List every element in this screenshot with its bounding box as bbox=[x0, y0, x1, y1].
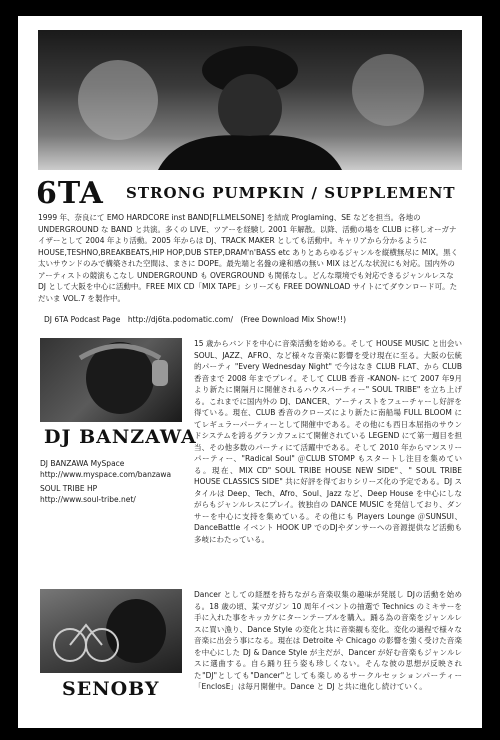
myspace-label: DJ BANZAWA MySpace bbox=[40, 459, 125, 468]
podcast-link[interactable]: DJ 6TA Podcast Page http://dj6ta.podomatic.com/ (Free Download Mix Show!!) bbox=[44, 315, 347, 324]
artist-bio-senoby: Dancer としての経歴を持ちながら音楽収集の趣味が発展し DJの活動を始める。18 歳の頃、某マガジン 10 周年イベントの抽選で Technics のミキサーを手に入れた事をキッカケにターンテーブルを購入。踊る為の音楽をジャンルレスに買い漁り、Dance Style の変化と共に音楽観も変化。変化の過程で様々な音楽に出会う事になる。現在は Detroite や Chicago の影響を強く受けた音楽を中心にした DJ & Dance Style が主だが、Dancer が好む音楽もジャンルレスに選曲する。自ら踊り狂う姿も珍しくない。そんな彼の思想が反映された"DJ"としても"Dancer"としても楽しめるサークルセッションパーティー「EnclosE」は毎月開催中。Dance と DJ と共に進化し続けていく。 bbox=[194, 590, 462, 691]
portrait-banzawa-icon bbox=[40, 338, 182, 422]
artist-photo-senoby bbox=[40, 589, 182, 673]
artist-bio-6ta: 1999 年、奈良にて EMO HARDCORE inst BAND[FLLMELSONE] を結成 Proglaming、SE などを担当。各地の UNDERGROUND な BAND と共演。多くの LIVE、ツアーを経験し 2001 年解散。以降、活動の場を CLUB に移しオーガナイザーとして 2004 年より活動。2005 年からは DJ、TRACK MAKER としても活動中。キャリアから分かるように HOUSE,TESHNO,BREAKBEATS,HIP HOP,DUB STEP,DRAM'n'BASS etc ありとあらゆるジャンルを縦横無尽に MIX。黒く太いサウンドのみで構築された空間は、まさに DOPE。最先端と名盤の違和感の無い MIX はどんな状況にも対応。国内外のアーティストの競演もこなし UNDERGROUND も OVERGROUND も関係なし。どんな環境でも対応できるジャンルレスな DJ として大阪を中心に活動中。FREE MIX CD「MIX TAPE」シリーズも FREE DOWNLOAD サイトにてダウンロード可。ただいま VOL.7 を製作中。 bbox=[38, 213, 459, 303]
soul-tribe-label: SOUL TRIBE HP bbox=[40, 484, 98, 493]
artist-photo-6ta bbox=[38, 30, 462, 170]
artist-bio-banzawa: 15 歳からバンドを中心に音楽活動を始める。そして HOUSE MUSIC と出会い SOUL、JAZZ、AFRO、など様々な音楽に影響を受け現在に至る。大阪の伝統的パーティ "Every Wednesday Night" で今はなき CLUB FLAT、から CLUB 香音まで 2008 年までプレイ。そして CLUB 香音 -KANON- にて 2007 年9月より新たに開隔月に開催されるハウスパーティー" SOUL TRIBE" を立ち上げる。これまでに国内外の DJ、DANCER、アーティストをフューチャーし好評を得ている。現在、CLUB 香音のクローズにより新たに南船場 FULL BLOOM にてレギュラーパーティーとして開催中である。その他にも西日本屈指のサウンドシステムを誇るグランカフェにて開催されている LEGEND にて第一週目を担当、その他多数のパーティにて活躍中である。そして 2010 年からマンスリーパーティー、"Radical Soul" ＠CLUB STOMP もスタートし注目を集めている。現在、MIX CD" SOUL TRIBE HOUSE NEW SIDE"、" SOUL TRIBE HOUSE CLASSICS SIDE" 共に好評を得ておりシリーズ化の予定である。DJ スタイルは Deep、Tech、Afro、Soul、Jazz など、Deep House を中心にしながらもジャンルレスにプレイ。彼独自の DANCE MUSIC を発信しており、ダンサーを中心に支持を集めている。その他にも Players Lounge ＠SUNSUI、DanceBattle イベント HOOK UP でのDJやダンサーへの音源提供など活動も多岐にわたっている。 bbox=[194, 339, 462, 544]
artist-name-senoby: SENOBY bbox=[62, 678, 160, 700]
soul-tribe-url[interactable]: http://www.soul-tribe.net/ bbox=[40, 495, 136, 504]
artist-subtitle-6ta: STRONG PUMPKIN / SUPPLEMENT bbox=[126, 184, 456, 202]
artist-photo-banzawa bbox=[40, 338, 182, 422]
flyer-sheet bbox=[18, 16, 482, 728]
portrait-6ta-icon bbox=[38, 30, 462, 170]
portrait-senoby-icon bbox=[40, 589, 182, 673]
artist-name-banzawa: DJ BANZAWA bbox=[44, 426, 197, 448]
myspace-url[interactable]: http://www.myspace.com/banzawa bbox=[40, 470, 172, 479]
artist-name-6ta: 6TA bbox=[36, 176, 104, 211]
